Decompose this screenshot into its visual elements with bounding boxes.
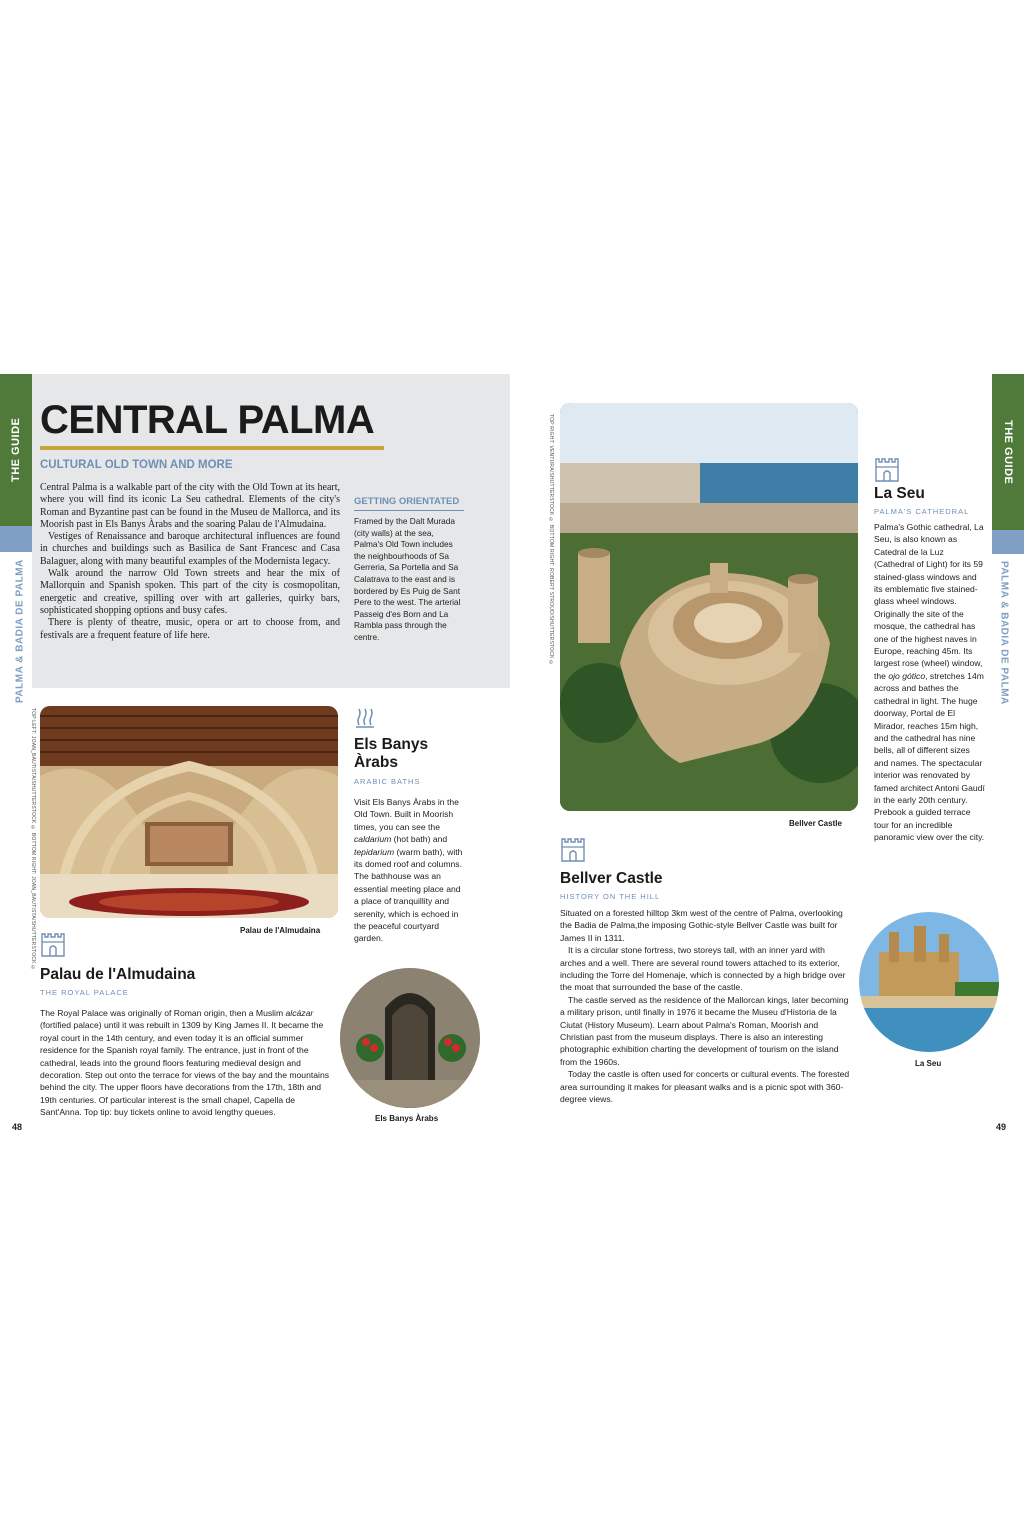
getting-orientated-rule <box>354 510 464 511</box>
laseu-text-b: , stretches 14m across and bathes the cathedral in light. The huge doorway, Portal de El Mirador, reaches 15m high, and the cathedral has nine bells, all of different sizes and names. The spectacular interior was renovated by famed architect Antoni Gaudí in the early 20th century. Prebook a guided terrace tour for an incredible panoramic view over the city. <box>874 670 985 843</box>
side-tab-section-left <box>8 556 32 706</box>
bellver-paragraph: Today the castle is often used for concerts or cultural events. The forested area surrounding it makes for pleasant walks and is a picnic spot with 360-degree views. <box>560 1069 850 1105</box>
side-tab-section-label: PALMA & BADIA DE PALMA <box>998 561 1010 705</box>
banys-text-a: Visit Els Banys Àrabs in the Old Town. Built in Moorish times, you can see the <box>354 797 459 832</box>
intro-paragraph: Vestiges of Renaissance and baroque architectural influences are found in churches and buildings such as Basilica de Sant Francesc and Casa Balaguer, along with many beautiful examples of the Modernista legacy. <box>40 531 340 567</box>
laseu-caption: La Seu <box>915 1059 942 1068</box>
page-subtitle: CULTURAL OLD TOWN AND MORE <box>40 459 233 471</box>
almudaina-photo <box>40 706 338 918</box>
getting-orientated-box <box>354 496 464 644</box>
castle-icon-svg <box>40 930 66 958</box>
almudaina-text <box>40 1007 336 1119</box>
banys-text-c: (warm bath), with its domed roof and columns. The bathhouse was an essential meeting place and a place of tranquillity and serenity, which is echoed in the peaceful courtyard garden. <box>354 846 463 944</box>
banys-image <box>340 968 480 1108</box>
side-tab-section-right <box>992 558 1016 708</box>
castle-icon-svg <box>560 835 586 863</box>
getting-orientated-text: Framed by the Dalt Murada (city walls) at the sea, Palma's Old Town includes the neighbourhoods of Sa Gerreria, Sa Portella and Sa Calatrava to the east and is bordered by Es Puig de Sant Pere to the west. The arterial Passeig d'es Born and La Rambla pass through the centre. <box>354 516 461 642</box>
laseu-subtitle: PALMA'S CATHEDRAL <box>874 507 970 516</box>
banys-text <box>354 796 466 945</box>
bellver-image <box>560 403 858 811</box>
almudaina-caption: Palau de l'Almudaina <box>240 926 321 935</box>
side-tab-section-label: PALMA & BADIA DE PALMA <box>14 559 26 703</box>
almudaina-image <box>40 706 338 918</box>
intro-paragraph: Central Palma is a walkable part of the city with the Old Town at its heart, where you will find its iconic La Seu cathedral. Elements of the city's Roman and Byzantine past can be found in the Museu de Mallorca, and its Moorish past in Els Banys Àrabs and the soaring Palau de l'Almudaina. <box>40 482 340 530</box>
banys-photo <box>340 968 480 1108</box>
intro-text <box>40 482 340 642</box>
laseu-text <box>874 521 986 844</box>
side-tab-the-guide-left <box>0 374 32 526</box>
almudaina-title: Palau de l'Almudaina <box>40 966 196 983</box>
castle-icon <box>560 835 586 863</box>
laseu-image <box>859 912 999 1052</box>
banys-text-em: tepidarium <box>354 846 395 857</box>
castle-icon <box>40 930 66 958</box>
bellver-title: Bellver Castle <box>560 870 663 887</box>
castle-icon-svg <box>874 455 900 483</box>
banys-text-b: (hot bath) and <box>391 834 448 845</box>
almudaina-subtitle: THE ROYAL PALACE <box>40 988 129 997</box>
intro-paragraph: There is plenty of theatre, music, opera or art to choose from, and festivals are a frequent feature of life here. <box>40 617 340 641</box>
banys-caption: Els Banys Àrabs <box>375 1114 439 1123</box>
page-title: CENTRAL PALMA <box>40 398 375 442</box>
almudaina-text-a: The Royal Palace was originally of Roman origin, then a Muslim <box>40 1008 286 1018</box>
steam-icon-svg <box>353 705 377 729</box>
laseu-photo <box>859 912 999 1052</box>
banys-title: Els Banys Àrabs <box>354 736 429 771</box>
bellver-photo <box>560 403 858 811</box>
side-tab-accent-left <box>0 526 32 552</box>
bellver-paragraph: It is a circular stone fortress, two storeys tall, with an inner yard with arches and a well. There are several round towers attached to its exterior, including the Torre del Homenaje, which is connected by a high bridge over the moat that surrounded the base of the castle. <box>560 945 846 993</box>
getting-orientated-heading: GETTING ORIENTATED <box>354 496 460 507</box>
laseu-text-em: ojo gótico <box>888 670 926 681</box>
banys-subtitle: ARABIC BATHS <box>354 777 421 786</box>
banys-text-em: caldarium <box>354 834 392 845</box>
photo-credit-right: TOP RIGHT: VENTURA/SHUTTERSTOCK © BOTTOM RIGHT: ROBERT STROUD/SHUTTERSTOCK © <box>548 414 554 667</box>
bellver-paragraph: Situated on a forested hilltop 3km west of the centre of Palma, overlooking the Badia de Palma,the imposing Gothic-style Bellver Castle was built for James II in 1311. <box>560 908 843 943</box>
bellver-subtitle: HISTORY ON THE HILL <box>560 892 661 901</box>
castle-icon <box>874 455 900 483</box>
bellver-paragraph: The castle served as the residence of the Mallorcan kings, later becoming a military prison, until finally in 1976 it became the Museu d'Historia de la Ciutat (History Museum). Learn about Palma's Roman, Moorish and Christian past from the museum displays. There is also an interesting photographic exhibition charting the development of tourism on the island from the 1960s. <box>560 994 849 1067</box>
almudaina-text-b: (fortified palace) until it was rebuilt in 1309 by King James II. It became the royal court in the 14th century, and even today it is an official summer residence for the Spanish royal family. The entrance, just in front of the cathedral, leads into the ground floors featuring medieval design and decoration. Step out onto the terrace for views of the bay and the mountains behind the city. The upper floors have decorations from the 17th, 18th and 19th centuries. Of particular interest is the small chapel, Capella de Sant'Anna. Top tip: buy tickets online to avoid lengthy queues. <box>40 1020 330 1118</box>
bellver-caption: Bellver Castle <box>789 819 842 828</box>
page-number-right: 49 <box>996 1122 1007 1132</box>
intro-paragraph: Walk around the narrow Old Town streets and hear the mix of Mallorquin and Spanish spoken. This part of the city is cosmopolitan, energetic and creative, spilling over with art galleries, quirky bars, sophisticated shopping options and busy cafes. <box>40 568 340 616</box>
steam-icon <box>353 705 377 729</box>
almudaina-text-em: alcázar <box>285 1008 314 1018</box>
bellver-text <box>560 907 852 1106</box>
page-number-left: 48 <box>12 1122 23 1132</box>
side-tab-the-guide-right <box>992 374 1024 530</box>
side-tab-label: THE GUIDE <box>1002 419 1014 485</box>
title-rule <box>40 446 384 450</box>
side-tab-accent-right <box>992 530 1024 554</box>
photo-credit-left: TOP LEFT: JOAN_BAUTISTA/SHUTTERSTOCK © BOTTOM RIGHT: JOAN_BAUTISTA/SHUTTERSTOCK © <box>30 708 36 972</box>
laseu-text-a: Palma's Gothic cathedral, La Seu, is also known as Catedral de la Luz (Cathedral of Light) for its 59 stained-glass windows and its emblematic five stained-glass wheel windows. Originally the site of the mosque, the cathedral has one of the highest naves in Europe, reaching 45m. Its largest rose (wheel) window, the <box>874 522 984 681</box>
side-tab-label: THE GUIDE <box>10 417 22 483</box>
laseu-title: La Seu <box>874 485 925 502</box>
